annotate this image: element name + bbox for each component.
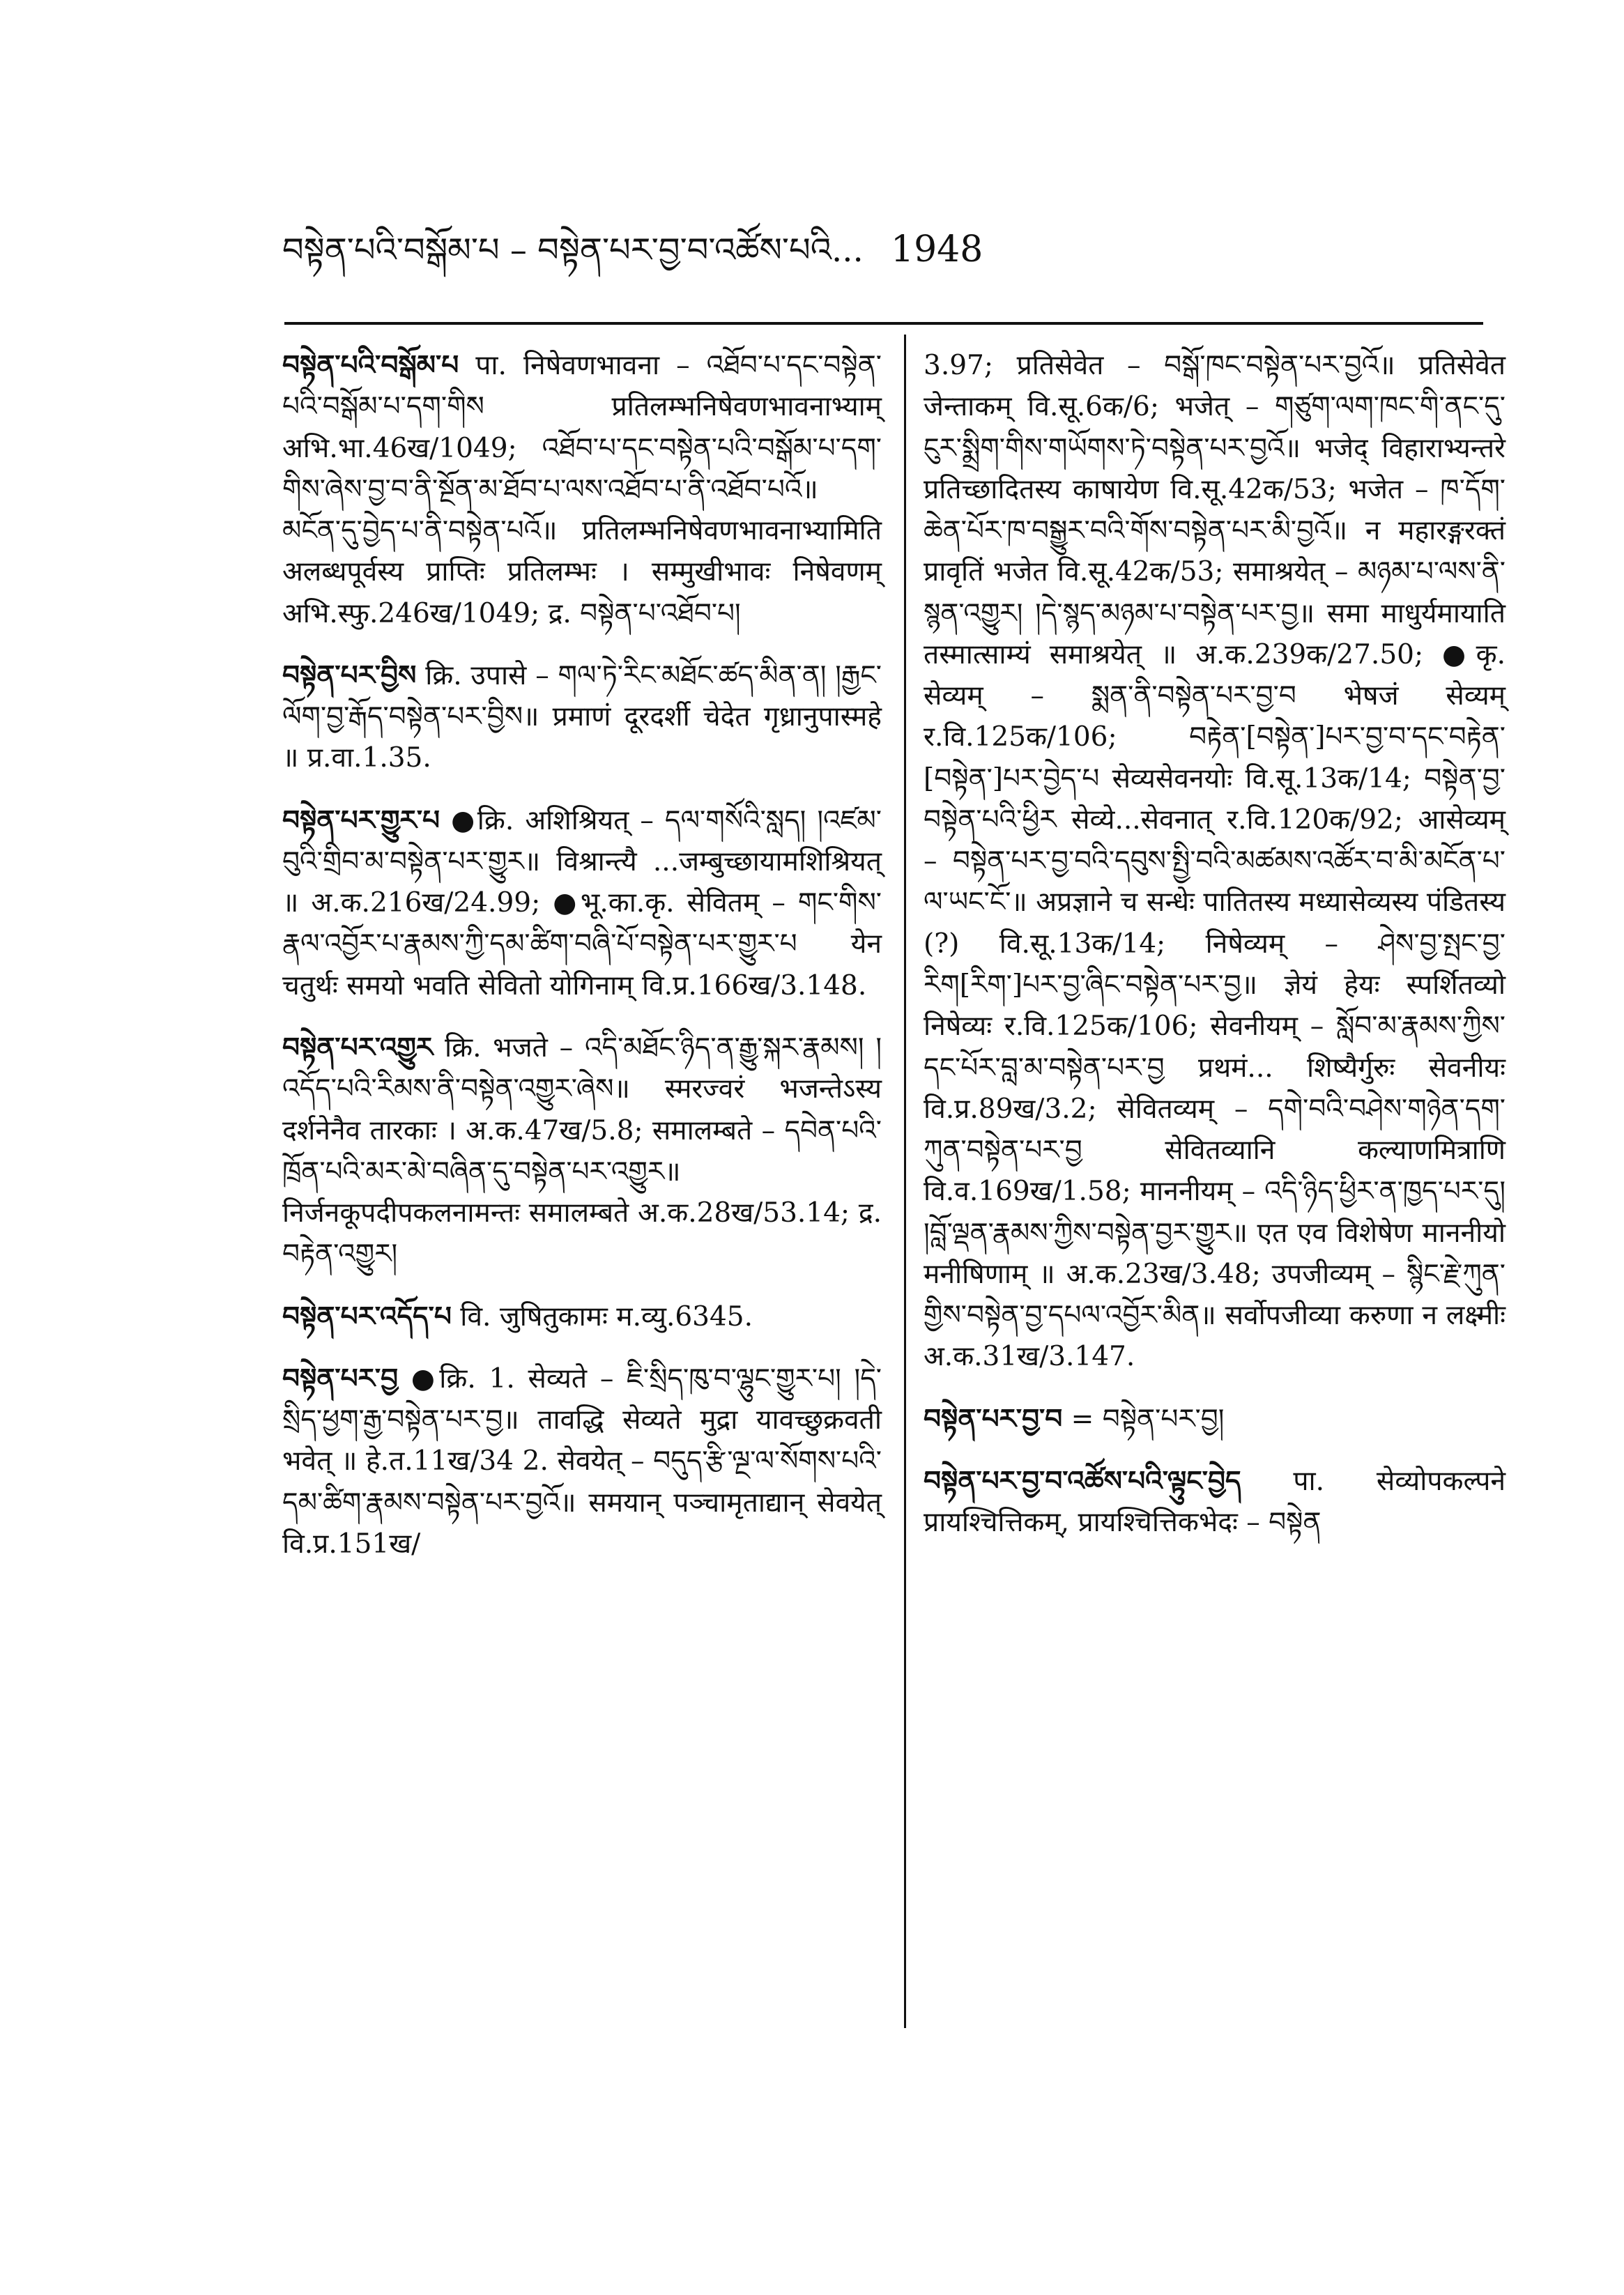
column-divider	[904, 335, 906, 2028]
header-rule	[284, 322, 1483, 325]
entry-body: = བསྟེན་པར་བྱ།	[1071, 1403, 1225, 1435]
entry-headword: བསྟེན་པར་འགྱུར	[282, 1031, 434, 1064]
dictionary-entry	[282, 1027, 882, 1275]
entry-headword: བསྟེན་པའི་བསྒོམ་པ	[282, 349, 459, 381]
right-column	[924, 345, 1506, 1564]
entry-headword: བསྟེན་པར་བྱ	[282, 1362, 399, 1395]
dictionary-entry	[282, 1296, 882, 1337]
entry-body: 3.97; प्रतिसेवेत – བསྒོ་ཁང་བསྟེན་པར་བྱའོ॥ प्रतिसेवेत जेन्ताकम् वि.सू.6क/6; भजेत् – གཙུག་ལག་ཁང་གི་ནང་དུ་ངུར་སྨྲིག་གིས་གཡོགས་ཏེ་བསྟེན་པར་བྱའོ॥ भजेद् विहाराभ्यन्तरे प्रतिच्छादितस्य काषायेण वि.सू.42क/53; भजेत – ཁ་དོག་ཆེན་པོར་ཁ་བསྒྱུར་བའི་གོས་བསྟེན་པར་མི་བྱའོ॥ न महारङ्गरक्तं प्रावृतिं भजेत वि.सू.42क/53; समाश्रयेत् – མཉམ་པ་ལས་ནི་སྙན་འགྱུར། །དེ་སྙད་མཉམ་པ་བསྟེན་པར་བྱ॥ समा माधुर्यमायाति तस्मात्साम्यं समाश्रयेत् ॥ अ.क.239क/27.50; ●कृ. सेव्यम् – སྨན་ནི་བསྟེན་པར་བྱ་བ भेषजं सेव्यम् र.वि.125क/106; བརྟེན་[བསྟེན་]པར་བྱ་བ་དང་བརྟེན་[བསྟེན་]པར་བྱེད་པ सेव्यसेवनयोः वि.सू.13क/14; བསྟེན་བྱ་བསྟེན་པའི་ཕྱིར सेव्ये...सेवनात् र.वि.120क/92; आसेव्यम् – བསྟེན་པར་བྱ་བའི་དབུས་སྤྱི་བའི་མཚམས་འཚོར་བ་མི་མངོན་པ་ལ་ཡང་ངོ་॥ अप्रज्ञाने च सन्धेः पातितस्य मध्यासेव्यस्य पंडितस्य (?) वि.सू.13क/14; निषेव्यम् – ཤེས་བྱ་སྤང་བྱ་རིག[རིག་]པར་བྱ་ཞིང་བསྟེན་པར་བྱ॥ ज्ञेयं हेयः स्पर्शितव्यो निषेव्यः र.वि.125क/106; सेवनीयम् – སློབ་མ་རྣམས་ཀྱིས་དང་པོར་བླ་མ་བསྟེན་པར་བྱ प्रथमं... शिष्यैर्गुरुः सेवनीयः वि.प्र.89ख/3.2; सेवितव्यम् – དགེ་བའི་བཤེས་གཉེན་དག་ཀུན་བསྟེན་པར་བྱ सेवितव्यानि कल्याणमित्राणि वि.व.169ख/1.58; माननीयम् – འདི་ཉིད་ཕྱིར་ན་ཁྱད་པར་དུ། །བློ་ལྡན་རྣམས་ཀྱིས་བསྟེན་བྱར་གྱུར॥ एत एव विशेषेण माननीयो मनीषिणाम् ॥ अ.क.23ख/3.48; उपजीव्यम् – སྙིང་རྗེ་ཀུན་གྱིས་བསྟེན་བྱ་དཔལ་འབྱོར་མིན॥ सर्वोपजीव्या करुणा न लक्ष्मीः अ.क.31ख/3.147.	[924, 350, 1506, 1373]
dictionary-entry	[282, 800, 882, 1006]
entry-body: क्रि. उपासे – གལ་ཏེ་རིང་མཐོང་ཚད་མིན་ན། །རྒྱང་ལོག་བྱ་རྒོད་བསྟེན་པར་བྱིས॥ प्रमाणं दूरदर्शी चेदेत गृध्रानुपास्महे ॥ प्र.वा.1.35.	[282, 659, 882, 774]
running-header	[282, 222, 983, 277]
entry-headword: བསྟེན་པར་འདོད་པ	[282, 1300, 452, 1333]
left-column	[282, 345, 882, 1586]
entry-body: क्रि. भजते – འདི་མཐོང་ཉིད་ན་རྒྱུ་སྐར་རྣམས། །འདོད་པའི་རིམས་ནི་བསྟེན་འགྱུར་ཞེས॥ स्मरज्वरं भजन्तेऽस्य दर्शनेनैव तारकाः । अ.क.47ख/5.8; समालम्बते – དབེན་པའི་ཁྲོན་པའི་མར་མེ་བཞིན་དུ་བསྟེན་པར་འགྱུར॥ निर्जनकूपदीपकलनामन्तः समालम्बते अ.क.28ख/53.14; द्र. བརྟེན་འགྱུར།	[282, 1031, 882, 1271]
dictionary-entry	[282, 1358, 882, 1565]
entry-body: ●क्रि. 1. सेव्यते – ཇི་སྲིད་ཁུ་བ་ལྷུང་གྱུར་པ། །དེ་སྲིད་ཕྱག་རྒྱ་བསྟེན་པར་བྱ॥ तावद्धि सेव्यते मुद्रा यावच्छुक्रवती भवेत् ॥ हे.त.11ख/34 2. सेवयेत् – བདུད་རྩི་ལྔ་ལ་སོགས་པའི་དམ་ཚིག་རྣམས་བསྟེན་པར་བྱའོ॥ समयान् पञ्चामृताद्यान् सेवयेत् वि.प्र.151ख/	[282, 1363, 882, 1560]
entry-headword: བསྟེན་པར་གྱུར་པ	[282, 804, 441, 836]
dictionary-entry	[924, 1399, 1506, 1440]
entry-headword: བསྟེན་པར་བྱིས	[282, 659, 417, 691]
entry-body: ●क्रि. अशिश्रियत् – དལ་གསོའི་སླད། །འཛམ་བུའི་གྲིབ་མ་བསྟེན་པར་གྱུར॥ विश्रान्त्यै ...जम्बुच्छायामशिश्रियत् ॥ अ.क.216ख/24.99; ●भू.का.कृ. सेवितम् – གང་གིས་རྣལ་འབྱོར་པ་རྣམས་ཀྱི་དམ་ཚིག་བཞི་པོ་བསྟེན་པར་གྱུར་པ येन चतुर्थः समयो भवति सेवितो योगिनाम् वि.प्र.166ख/3.148.	[282, 804, 882, 1001]
page-number: 1948	[891, 229, 983, 270]
entry-body: पा. निषेवणभावना – འཐོབ་པ་དང་བསྟེན་པའི་བསྒོམ་པ་དག་གིས प्रतिलम्भनिषेवणभावनाभ्याम् अभि.भा.46ख/1049; འཐོབ་པ་དང་བསྟེན་པའི་བསྒོམ་པ་དག་གིས་ཞེས་བྱ་བ་ནི་སྔོན་མ་ཐོབ་པ་ལས་འཐོབ་པ་ནི་འཐོབ་པའོ॥ མངོན་དུ་བྱེད་པ་ནི་བསྟེན་པའོ॥ प्रतिलम्भनिषेवणभावनाभ्यामिति अलब्धपूर्वस्य प्राप्तिः प्रतिलम्भः । सम्मुखीभावः निषेवणम् अभि.स्फु.246ख/1049; द्र. བསྟེན་པ་འཐོབ་པ།	[282, 350, 882, 629]
dictionary-entry-continuation	[924, 345, 1506, 1378]
dictionary-entry	[924, 1461, 1506, 1544]
dictionary-entry	[282, 345, 882, 634]
entry-headword: བསྟེན་པར་བྱ་བ	[924, 1402, 1063, 1435]
header-title: བསྟེན་པའི་བསྒོམ་པ – བསྟེན་པར་བྱ་བ་འཚོས་པའི...	[282, 231, 864, 270]
entry-headword: བསྟེན་པར་བྱ་བ་འཚོས་པའི་ལྟུང་བྱེད	[924, 1464, 1241, 1497]
entry-body: वि. जुषितुकामः म.व्यु.6345.	[460, 1300, 753, 1333]
entry-body: पा. सेव्योपकल्पने प्रायश्चित्तिकम्, प्रायश्चित्तिकभेदः – བསྟེན	[924, 1465, 1506, 1539]
dictionary-entry	[282, 655, 882, 779]
